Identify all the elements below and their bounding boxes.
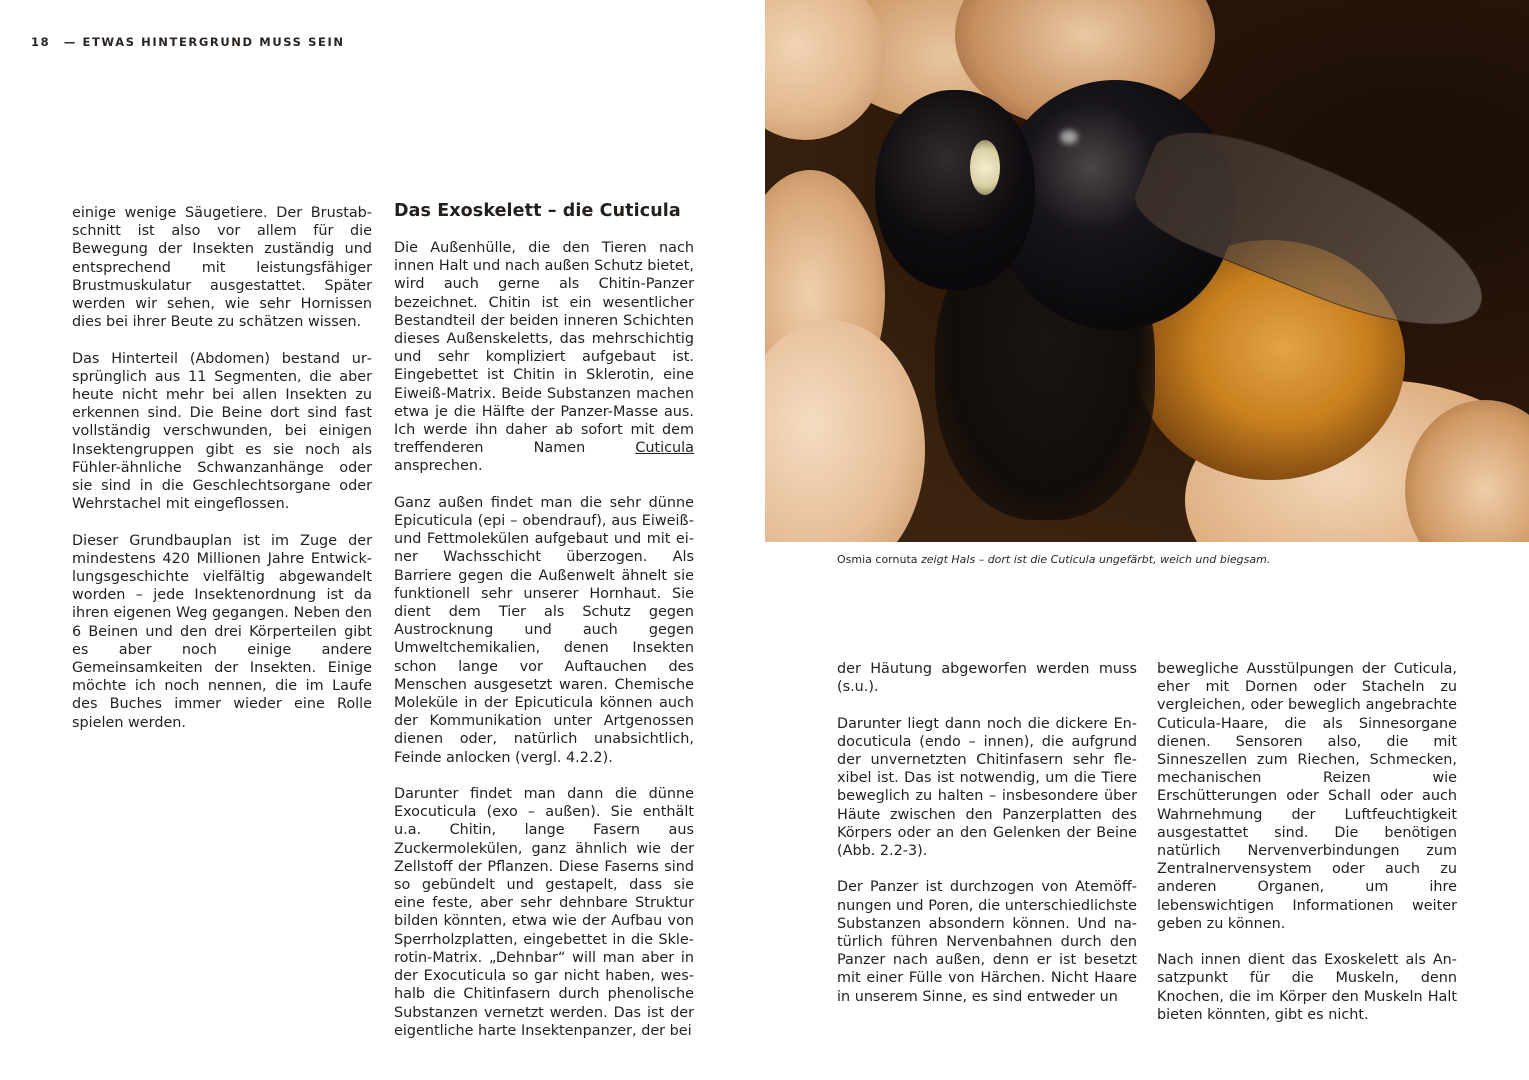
bee-head xyxy=(875,90,1035,290)
paragraph-text: ansprechen. xyxy=(394,458,483,475)
figure-caption xyxy=(837,553,1270,566)
caption-text: zeigt Hals – dort ist die Cuticula ungefärbt, weich und biegsam. xyxy=(917,553,1271,566)
bee-photo xyxy=(765,0,1529,542)
paragraph: der Häutung abgeworfen werden muss (s.u.). xyxy=(837,661,1137,696)
cuticula-term-underlined: Cuticula xyxy=(635,440,694,457)
paragraph xyxy=(394,239,694,476)
straw-tube xyxy=(765,0,885,140)
paragraph: Darunter liegt dann noch die dickere Endocuticula (endo – innen), die aufgrund der unvernetzten Chitinfasern sehr flexibel ist. Das ist notwendig, um die Tiere beweglich zu halten – insbesondere über Häute zwischen den Panzerplatten des Körpers oder an den Gelenken der Beine (Abb. 2.2-3). xyxy=(837,715,1137,860)
paragraph: Der Panzer ist durchzogen von Atemöffnungen und Poren, die unterschiedlichste Substanzen absondern können. Und natürlich führen Nervenbahnen durch den Panzer nach außen, denn er ist besetzt mit einer Fülle von Härchen. Nicht Haare in unserem Sinne, es sind entweder un xyxy=(837,879,1137,1005)
paragraph: Darunter findet man dann die dünne Exocuticula (exo – außen). Sie enthält u.a. Chitin, lange Fasern aus Zuckermolekülen, ganz ähnlich wie der Zellstoff der Pflanzen. Diese Faserns sind so gebündelt und gestapelt, dass sie eine feste, aber sehr dehnbare Struktur bilden könnten, etwa wie der Aufbau von Sperrholzplatten, eingebettet in die Sklerotin-Matrix. „Dehnbar“ will man aber in der Exocuticula so gar nicht haben, weshalb die Chitinfasern durch phenolische Substanzen vernetzt werden. Das ist der eigentliche harte Insektenpanzer, der bei xyxy=(394,786,694,1039)
paragraph: bewegliche Ausstülpungen der Cuticula, eher mit Dornen oder Stacheln zu vergleichen, oder beweglich angebrachte Cuticula-Haare, die als Sinnesorgane dienen. Sensoren also, die mit Sinneszellen zum Riechen, Schmecken, mechanischen Reizen wie Erschütterungen oder Schall oder auch Wahrnehmung der Luftfeuchtigkeit ausgestattet sind. Die benötigen natürlich Nervenverbindungen zum Zentralnervensystem oder auch zu anderen Organen, um ihre lebenswichtigen Informationen weiter geben zu können. xyxy=(1157,661,1457,932)
running-title: — ETWAS HINTERGRUND MUSS SEIN xyxy=(63,35,345,49)
paragraph: Dieser Grundbauplan ist im Zuge der mindestens 420 Millionen Jahre Entwicklungsgeschichte vielfältig abgewandelt worden – jede Insektenordnung ist da ihren eigenen Weg gegangen. Neben den 6 Beinen und den drei Körperteilen gibt es aber noch einige andere Gemeinsamkeiten der Insekten. Einige möchte ich noch nennen, die im Laufe des Buches immer wieder eine Rolle spielen werden. xyxy=(72,532,372,731)
paragraph: Nach innen dient das Exoskelett als Ansatzpunkt für die Muskeln, denn Knochen, die im Körper den Muskeln Halt bieten könnten, gibt es nicht. xyxy=(1157,952,1457,1023)
text-column-3 xyxy=(837,660,1137,1006)
caption-species: Osmia cornuta xyxy=(837,553,918,566)
paragraph: Ganz außen findet man die sehr dünne Epicuticula (epi – obendrauf), aus Eiweiß- und Fettmolekülen aufgebaut und mit einer Wachsschicht überzogen. Als Barriere gegen die Außenwelt ähnelt sie funktionell sehr unserer Hornhaut. Sie dient dem Tier als Schutz gegen Austrocknung und auch gegen Umweltchemikalien, denen Insekten schon lange vor Auftauchen des Menschen ausgesetzt waren. Chemische Moleküle in der Epicuticula können auch der Kommunikation unter Artgenossen dienen oder, natürlich unabsichtlich, Feinde anlocken (vergl. 4.2.2). xyxy=(394,494,694,766)
running-head xyxy=(31,35,345,49)
page-number: 18 xyxy=(31,35,51,49)
text-column-1 xyxy=(72,204,372,732)
paragraph: einige wenige Säugetiere. Der Brustabschnitt ist also vor allem für die Bewegung der Insekten zuständig und entsprechend mit leistungsfähiger Brustmuskulatur ausgestattet. Später werden wir sehen, wie sehr Hornissen dies bei ihrer Beute zu schätzen wissen. xyxy=(72,205,372,331)
bee-face-marking xyxy=(970,140,1000,195)
text-column-2 xyxy=(394,200,694,1040)
paragraph: Das Hinterteil (Abdomen) bestand ursprünglich aus 11 Segmenten, die aber heute nicht mehr bei allen Insekten zu erkennen sind. Die Beine dort sind fast vollständig verschwunden, bei einigen Insektengruppen gibt es sie noch als Fühler-ähnliche Schwanzanhänge oder sie sind in die Geschlechtsorgane oder Wehrstachel mit eingeflossen. xyxy=(72,350,372,513)
straw-tube xyxy=(765,320,925,542)
section-heading: Das Exoskelett – die Cuticula xyxy=(394,201,681,221)
paragraph-text: Die Außenhülle, die den Tieren nach innen Halt und nach außen Schutz bietet, wird auch gerne als Chitin-Panzer bezeichnet. Chitin ist ein wesentlicher Bestandteil der beiden inneren Schichten dieses Außenskeletts, das mehrschichtig und sehr kompliziert aufgebaut ist. Eingebettet ist Chitin in Sklerotin, eine Eiweiß-Matrix. Beide Substanzen machen etwa je die Hälfte der Panzer-Masse aus. Ich werde ihn daher ab sofort mit dem treffenderen Namen xyxy=(394,240,694,457)
light-reflection xyxy=(1060,130,1078,144)
text-column-4 xyxy=(1157,660,1457,1024)
